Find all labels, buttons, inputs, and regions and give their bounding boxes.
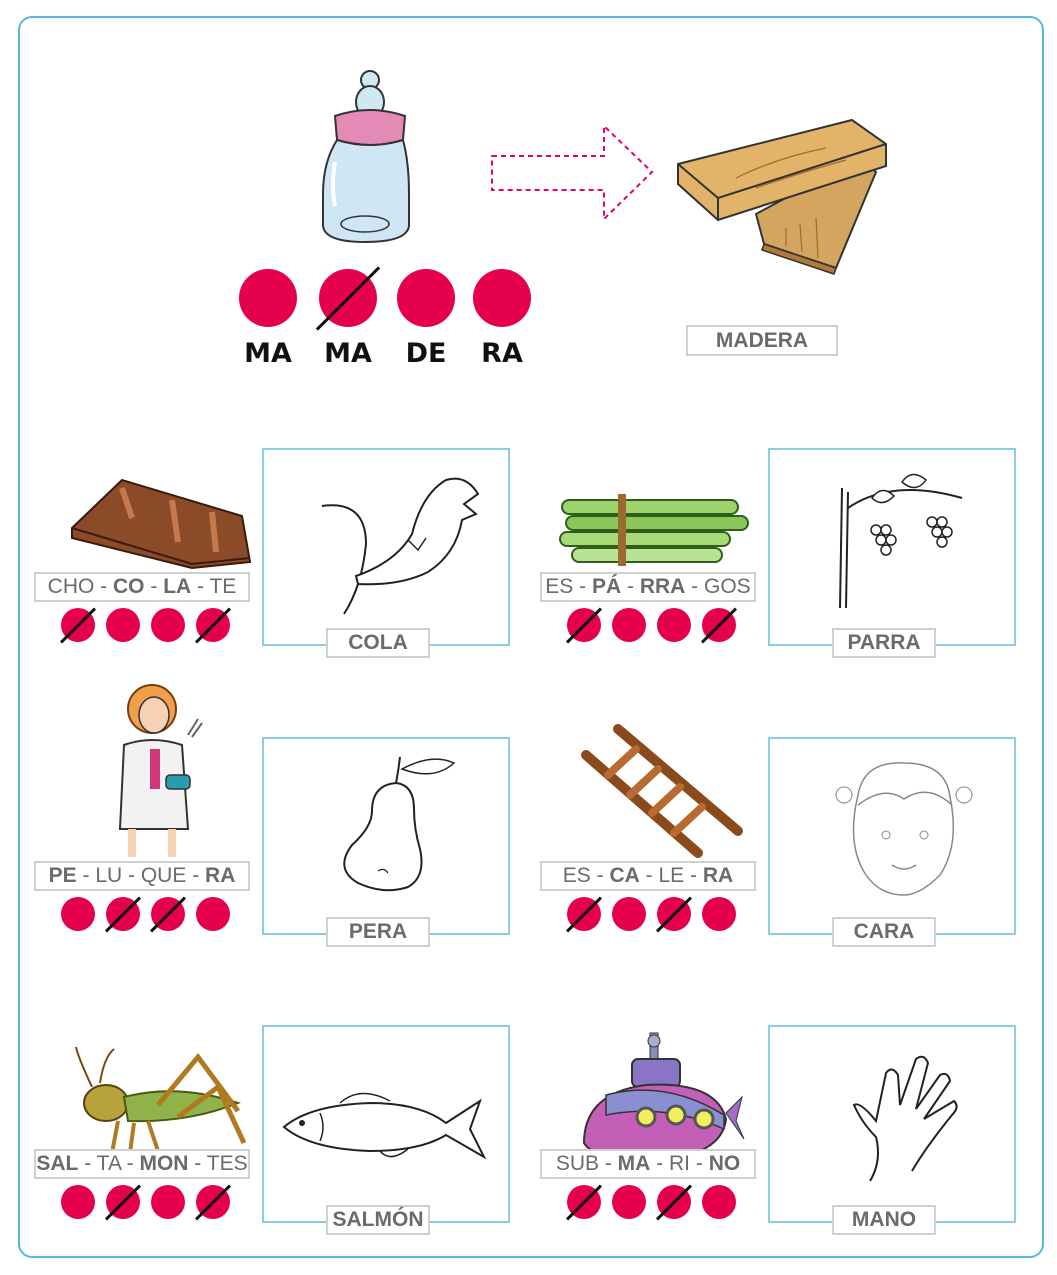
syllable-dot	[196, 897, 230, 931]
pear-icon	[322, 749, 462, 889]
syllable: TES	[206, 1152, 248, 1175]
syllable-word-box: ES - CA - LE - RA	[540, 861, 756, 891]
syllable: MA	[617, 1152, 651, 1175]
exercise-chocolate	[26, 448, 526, 668]
fish-icon	[280, 1085, 486, 1165]
arrow-icon	[490, 124, 656, 222]
syllable: LA	[163, 575, 192, 598]
submarine-icon	[576, 1033, 746, 1163]
baby-bottle-icon	[315, 66, 415, 246]
syllable-dot	[239, 269, 297, 327]
example-syllable: RA	[481, 338, 523, 369]
exercise-escalera	[532, 737, 1032, 957]
example-syllable: MA	[324, 338, 372, 369]
exercise-peluquera	[26, 737, 526, 957]
syllable: QUE	[140, 864, 187, 887]
answer-word: SALMÓN	[326, 1205, 430, 1235]
syllable-dot	[612, 608, 646, 642]
syllable: LE	[658, 864, 685, 887]
hand-icon	[842, 1053, 962, 1183]
syllable: LU	[95, 864, 123, 887]
syllable-word-box: CHO - CO - LA - TE	[34, 572, 250, 602]
syllable-dot	[657, 608, 691, 642]
exercise-saltamontes	[26, 1025, 526, 1245]
syllable: RI	[669, 1152, 691, 1175]
syllable-dot	[61, 1185, 95, 1219]
syllable-word-box: SUB - MA - RI - NO	[540, 1149, 756, 1179]
syllable-dot	[151, 1185, 185, 1219]
syllable: CO	[113, 575, 145, 598]
syllable-word-box: ES - PÁ - RRA - GOS	[540, 572, 756, 602]
syllable-dot	[106, 608, 140, 642]
syllable: PE	[48, 864, 77, 887]
example-syllable: MA	[244, 338, 292, 369]
syllable-dot	[61, 897, 95, 931]
syllable-dot	[151, 608, 185, 642]
face-icon	[824, 755, 984, 905]
syllable: CA	[609, 864, 640, 887]
syllable: PÁ	[591, 575, 622, 598]
tail-icon	[316, 474, 486, 614]
answer-word: PERA	[326, 917, 430, 947]
syllable: ES	[545, 575, 574, 598]
syllable: RA	[702, 864, 734, 887]
answer-word: PARRA	[832, 628, 936, 658]
syllable: GOS	[704, 575, 751, 598]
syllable: SAL	[36, 1152, 79, 1175]
answer-word: CARA	[832, 917, 936, 947]
syllable-dot	[397, 269, 455, 327]
syllable-dot	[612, 1185, 646, 1219]
syllable-dot	[473, 269, 531, 327]
syllable: NO	[708, 1152, 741, 1175]
syllable: RA	[205, 864, 236, 887]
grasshopper-icon	[68, 1047, 248, 1157]
asparagus-icon	[558, 490, 750, 570]
answer-word: COLA	[326, 628, 430, 658]
syllable: SUB	[555, 1152, 599, 1175]
syllable: RRA	[639, 575, 686, 598]
syllable: TE	[209, 575, 237, 598]
example-result-word: MADERA	[686, 325, 838, 356]
grapevine-icon	[832, 468, 972, 608]
example-syllable: DE	[405, 338, 447, 369]
syllable-dot	[612, 897, 646, 931]
ladder-icon	[578, 725, 748, 855]
syllable: MON	[139, 1152, 189, 1175]
hairdresser-icon	[106, 679, 206, 859]
exercise-esparragos	[532, 448, 1032, 668]
syllable-dot	[702, 1185, 736, 1219]
syllable-word-box: SAL - TA - MON - TES	[34, 1149, 250, 1179]
wood-planks-icon	[676, 118, 888, 274]
exercise-submarino	[532, 1025, 1032, 1245]
syllable: ES	[562, 864, 591, 887]
chocolate-bar-icon	[62, 478, 252, 568]
syllable-word-box: PE - LU - QUE - RA	[34, 861, 250, 891]
answer-word: MANO	[832, 1205, 936, 1235]
syllable: CHO	[47, 575, 95, 598]
syllable-dot	[702, 897, 736, 931]
syllable: TA	[96, 1152, 121, 1175]
